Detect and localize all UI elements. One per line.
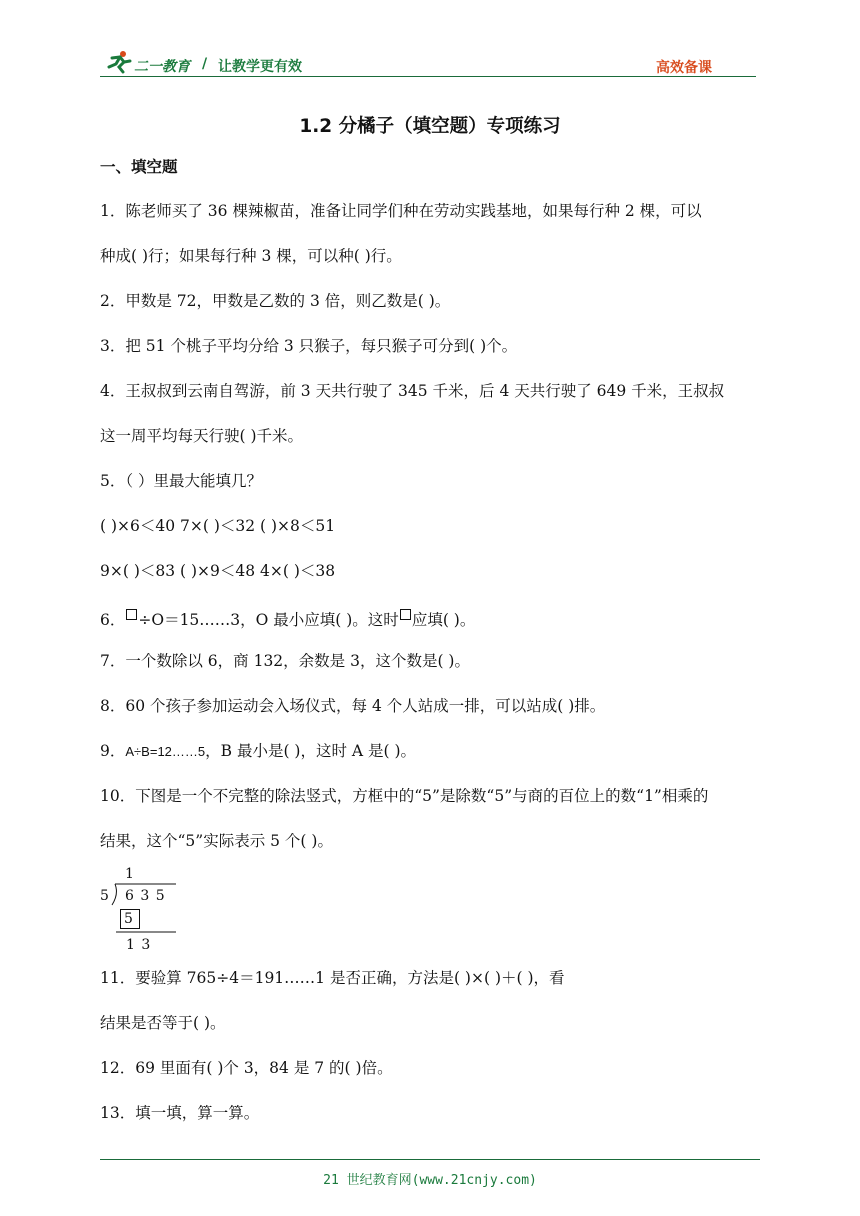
brand-logo-text: 二一教育: [134, 59, 190, 75]
q5-row2: 9×( )＜83 ( )×9＜48 4×( )＜38: [100, 562, 336, 580]
q13: 13．填一填，算一算。: [100, 1104, 260, 1122]
q7: 7．一个数除以 6，商 132，余数是 3，这个数是( )。: [100, 652, 470, 670]
q5-intro: 5．（ ）里最大能填几？: [100, 472, 263, 490]
q6: [100, 609, 475, 629]
header-right-label: 高效备课: [656, 60, 712, 76]
q4-line1: 4．王叔叔到云南自驾游，前 3 天共行驶了 345 千米，后 4 天共行驶了 649 千米，王叔叔: [100, 382, 725, 400]
q11-line1: 11．要验算 765÷4＝191……1 是否正确，方法是( )×( )＋( )，看: [100, 969, 565, 987]
q6-text-b: 应填( )。: [411, 611, 476, 629]
ld-divisor: 5: [100, 888, 109, 904]
q6-number: 6．: [100, 611, 126, 629]
square-box-icon: [126, 609, 137, 620]
q9: [100, 744, 416, 760]
runner-logo-icon: [106, 50, 132, 74]
q9-text: ，B 最小是( )，这时 A 是( )。: [205, 742, 417, 760]
q5-row1: ( )×6＜40 7×( )＜32 ( )×8＜51: [100, 517, 336, 535]
ld-quotient: 1: [125, 866, 134, 882]
header: [100, 48, 760, 78]
ld-remainder: 1 3: [126, 937, 152, 953]
long-division-figure: [100, 864, 190, 956]
q3: 3．把 51 个桃子平均分给 3 只猴子，每只猴子可分到( )个。: [100, 337, 518, 355]
q2: 2．甲数是 72，甲数是乙数的 3 倍，则乙数是( )。: [100, 292, 451, 310]
page-title: 1.2 分橘子（填空题）专项练习: [299, 116, 561, 137]
q10-line1: 10．下图是一个不完整的除法竖式，方框中的“5”是除数“5”与商的百位上的数“1”相乘的: [100, 787, 709, 805]
square-box-icon: [400, 609, 411, 620]
q8: 8．60 个孩子参加运动会入场仪式，每 4 个人站成一排，可以站成( )排。: [100, 697, 606, 715]
q9-expression: A÷B=12……5: [125, 744, 206, 759]
header-rule: [100, 76, 756, 77]
q11-line2: 结果是否等于( )。: [100, 1014, 226, 1032]
q4-line2: 这一周平均每天行驶( )千米。: [100, 427, 304, 445]
q1-line2: 种成( )行；如果每行种 3 棵，可以种( )行。: [100, 247, 402, 265]
q6-text-a: ÷O＝15……3，O 最小应填( )。这时: [138, 611, 399, 629]
q12: 12．69 里面有( )个 3，84 是 7 的( )倍。: [100, 1059, 393, 1077]
ld-product: 5: [124, 911, 133, 927]
section-heading: 一、填空题: [100, 158, 178, 176]
ld-dividend: 6 3 5: [125, 888, 166, 904]
q1-line1: 1．陈老师买了 36 棵辣椒苗，准备让同学们种在劳动实践基地，如果每行种 2 棵，可以: [100, 202, 702, 220]
footer-rule: [100, 1159, 760, 1160]
header-separator: /: [202, 56, 208, 72]
header-slogan: 让教学更有效: [218, 59, 302, 75]
footer-text: 21 世纪教育网(www.21cnjy.com): [323, 1173, 537, 1188]
q10-line2: 结果，这个“5”实际表示 5 个( )。: [100, 832, 333, 850]
q9-number: 9．: [100, 742, 126, 760]
